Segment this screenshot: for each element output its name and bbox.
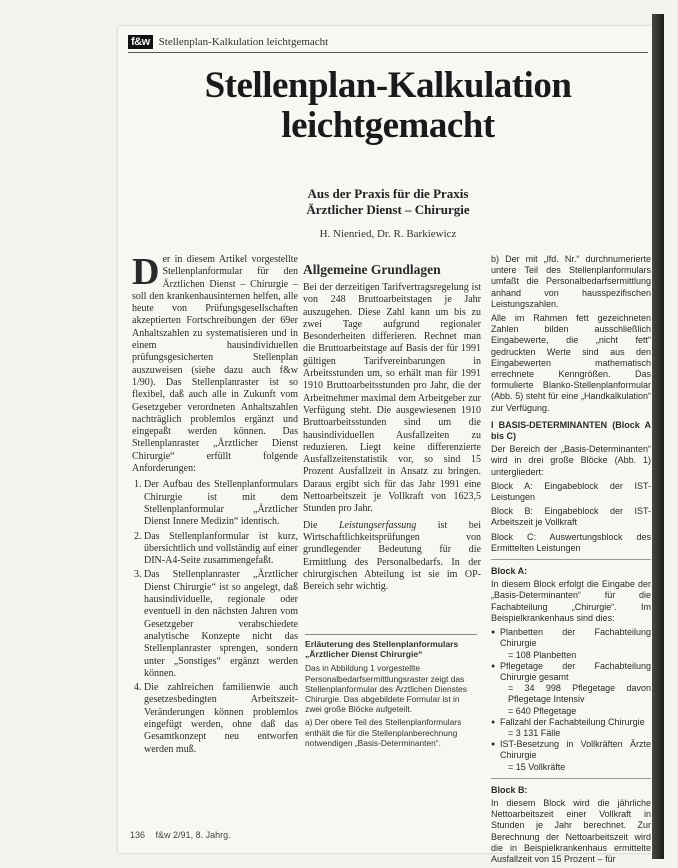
block-a-title: Block A: — [491, 566, 528, 577]
info-box-paragraph: Das in Abbildung 1 vorgestellte Personalbedarfsermittlungsraster zeigt das Stellenplanformular des Ärztlichen Dienstes Chirurgie. Das abgebildete Formular ist in zwei große Blöcke aufgeteilt. — [305, 663, 467, 715]
bullet-list — [491, 627, 651, 773]
title-line-1: Stellenplan-Kalkulation — [204, 65, 572, 106]
paragraph: In diesem Block erfolgt die Eingabe der „Basis-Determinanten“ für die Fachabteilung „Chirurgie“. Im Beispielkrankenhaus sind dies: — [491, 579, 651, 623]
paragraph — [303, 520, 481, 594]
block-item: Block A: Eingabeblock der IST-Leistungen — [491, 480, 651, 503]
list-item: 3. Das Stellenplanraster „Ärztlicher Dienst Chirurgie“ ist so angelegt, daß hausindividuelle, regionale oder eventuell in den nächsten Jahren vom Gesetzgeber verabschiedete analytische Konzepte nicht das Stellenplanraster sprengen, sondern unter „Sonstiges“ ergänzt werden können. — [144, 569, 298, 680]
subtitle-line-1: Aus der Praxis für die Praxis — [307, 186, 469, 201]
article-title — [138, 66, 638, 146]
info-box — [305, 634, 477, 829]
list-value: = 640 Pflegetage — [508, 705, 577, 716]
block-item: Block B: Eingabeblock der IST-Arbeitszeit je Vollkraft — [491, 506, 651, 528]
paragraph: b) Der mit „lfd. Nr.“ durchnumerierte untere Teil des Stellenplanformulars umfaßt die Personalbedarfsermittlung anhand von hausspezifischen Leistungszahlen. — [491, 254, 651, 309]
magazine-page — [118, 26, 658, 864]
list-value: = 34 998 Pflegetage davon Pflegetage Intensiv — [508, 683, 651, 705]
section-heading: I BASIS-DETERMINANTEN (Block A bis C) — [491, 419, 651, 442]
binding-spine — [652, 14, 664, 859]
text: ist bei Wirtschaftlichkeitsprüfungen von grundlegender Bedeutung für die Ermittlung des Personalbedarfs. In der chirurgischen Abteilung ist sie im OP-Bereich sehr wichtig. — [303, 519, 481, 593]
list-item: ● Planbetten der Fachabteilung Chirurgie — [500, 627, 651, 649]
page-number: 136 — [130, 830, 146, 840]
emphasis: Leistungserfassung — [339, 519, 417, 531]
authors: H. Nienried, Dr. R. Barkiewicz — [319, 228, 457, 240]
list-item: 4. Die zahlreichen familienwie auch gesetzesbedingten Arbeitszeit-Veränderungen können problemlos eingefügt werden, ohne daß das Gesamtkonzept neu entworfen werden muß. — [144, 682, 298, 756]
list-item: ● Pflegetage der Fachabteilung Chirurgie gesamt — [500, 661, 651, 683]
drop-cap: D — [132, 251, 160, 293]
subtitle-line-2: Ärztlicher Dienst – Chirurgie — [306, 202, 470, 217]
requirements-list — [132, 479, 298, 756]
info-box-paragraph: a) Der obere Teil des Stellenplanformulars enthält die für die Stellenplanberechnung notwendigen „Basis-Determinanten“. — [305, 717, 462, 748]
block-item: Block C: Auswertungsblock des Ermittelten Leistungen — [491, 531, 651, 553]
page-footer — [130, 830, 239, 840]
info-box-title: Erläuterung des Stellenplanformulars „Ärztlicher Dienst Chirurgie“ — [305, 639, 459, 660]
running-header — [128, 34, 428, 50]
divider — [491, 778, 651, 779]
intro-paragraph: er in diesem Artikel vorgestellte Stellenplanformular für den Ärztlichen Dienst – Chirurgie – soll den krankenhausinternen helfen, alle heute von Prüfungsgesellschaften akzeptierten Fortschreibungen der 69er Anhaltszahlen zu systematisieren und in einem hausindividuellen prüfungsgesicherten Stellenplan auszuweisen (siehe dazu auch f&w 1/90). Das Stellenplanraster ist so flexibel, daß auch alle in Zukunft vom Gesetzgeber verordneten Anhaltszahlen nachträglich problemlos ergänzt und eingepaßt werden können. Das Stellenplanraster „Ärztlicher Dienst Chirurgie“ erfüllt folgende Anforderungen: — [132, 254, 298, 475]
article-subtitle — [138, 186, 638, 218]
header-rule — [128, 52, 648, 53]
column-1 — [132, 251, 298, 758]
running-title: Stellenplan-Kalkulation leichtgemacht — [158, 36, 329, 48]
list-item: 1. Der Aufbau des Stellenplanformulars Chirurgie ist mit dem Stellenplanformular „Ärztlicher Dienst Innere Medizin“ identisch. — [144, 479, 298, 528]
column-3 — [491, 254, 651, 868]
list-item: ● IST-Besetzung in Vollkräften Ärzte Chirurgie — [500, 739, 651, 761]
list-item: 2. Das Stellenplanformular ist kurz, übersichtlich und vollständig auf einer DIN-A4-Seite zusammengefaßt. — [144, 531, 298, 568]
list-value: = 108 Planbetten — [508, 649, 577, 660]
issue-info: f&w 2/91, 8. Jahrg. — [155, 830, 231, 840]
list-item: ● Fallzahl der Fachabteilung Chirurgie — [500, 717, 651, 728]
divider — [491, 559, 651, 560]
text: Die — [303, 519, 318, 531]
magazine-logo: f&w — [128, 35, 153, 49]
column-2 — [303, 254, 481, 597]
section-heading: Allgemeine Grundlagen — [303, 262, 441, 277]
list-value: = 3 131 Fälle — [508, 727, 561, 738]
list-value: = 15 Vollkräfte — [508, 761, 566, 772]
block-b-title: Block B: — [491, 784, 528, 795]
paragraph: In diesem Block wird die jährliche Nettoarbeitszeit einer Vollkraft in Stunden je Jahr berechnet. Zur Berechnung der Nettoarbeitszeit wird die in Beispielkrankenhaus ermittelte Ausfallzeit von 15 Prozent – für — [491, 797, 651, 864]
paragraph: Alle im Rahmen fett gezeichneten Zahlen bilden ausschließlich Eingabewerte, die „nicht fett“ gedruckten Werte sind aus den Eingabewerten mathematisch errechnete Kenngrößen. Das formulierte Blanko-Stellenplanformular (Abb. 5) steht für eine „Handkalkulation“ zur Verfügung. — [491, 313, 651, 413]
paragraph: Bei der derzeitigen Tarifvertragsregelung ist von 248 Bruttoarbeitstagen je Jahr auszugehen. Diese Zahl kann um bis zu zwei Tage aufgrund regionaler Besonderheiten differieren. Rechnet man die Bruttoarbeitstage auf Basis der für 1991 gültigen Tarifvereinbarungen in Arbeitsstunden um, so erhält man für 1991 1910 Bruttoarbeitsstunden pro Jahr, die der Arbeitnehmer maximal dem Arbeitgeber zur Verfügung steht. Die ausgewiesenen 1910 Bruttoarbeitsstunden sind um die hausindividuellen Ausfallzeiten zu reduzieren. Liegt keine differenzierte Ausfallzeitenstatistik vor, so sind 15 Prozent Ausfallzeit in Ansatz zu bringen. Daraus ergibt sich für das Jahr 1991 eine Nettoarbeitszeit je Vollkraft von 1623,5 Stunden pro Jahr. — [303, 282, 481, 515]
paragraph: Der Bereich der „Basis-Determinanten“ wird in drei große Blöcke (Abb. 1) untergliedert: — [491, 444, 651, 477]
title-line-2: leichtgemacht — [281, 105, 495, 146]
